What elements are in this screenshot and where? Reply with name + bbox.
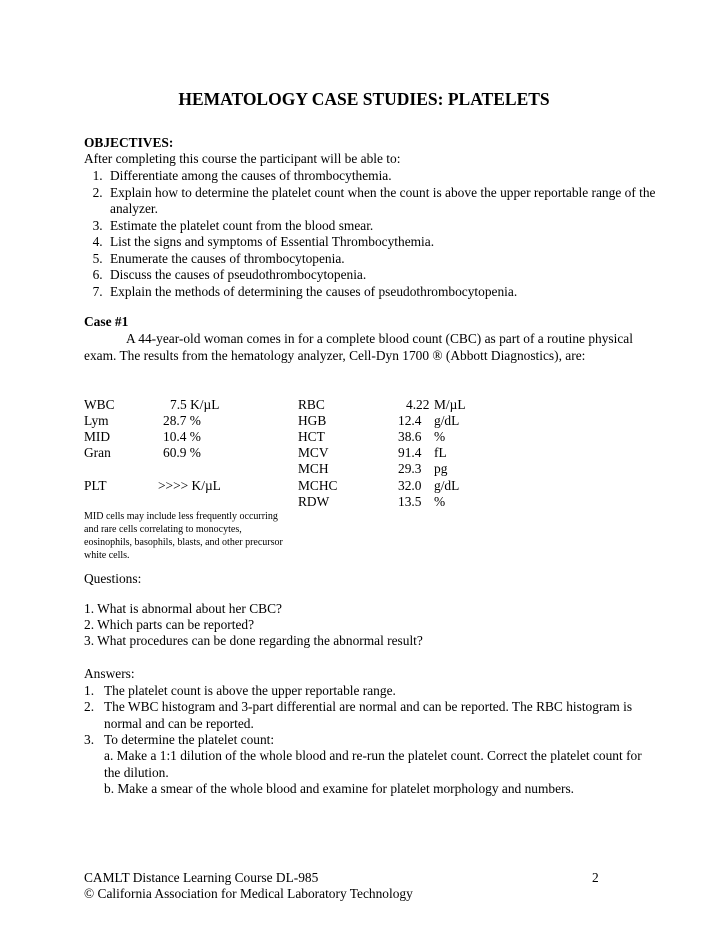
result-label: MCH — [298, 461, 329, 476]
result-value: 60.9 % — [163, 445, 201, 460]
result-unit: % — [434, 429, 446, 444]
answer-subitem: b. Make a smear of the whole blood and examine for platelet morphology and numbers. — [104, 781, 575, 796]
result-value: 12.4 — [398, 413, 422, 428]
answer-subitem: a. Make a 1:1 dilution of the whole blood and re-run the platelet count. Correct the platelet count for the dilution. — [104, 748, 642, 780]
result-value: 7.5 K/µL — [170, 397, 220, 412]
result-unit: pg — [434, 461, 448, 476]
result-label: WBC — [84, 397, 115, 412]
result-value: 38.6 — [398, 429, 422, 444]
result-unit: M/µL — [434, 397, 466, 412]
objectives-heading: OBJECTIVES: — [84, 135, 174, 150]
result-label: MCV — [298, 445, 329, 460]
footer-copyright: © California Association for Medical Laboratory Technology — [84, 886, 413, 901]
case-heading: Case #1 — [84, 314, 129, 329]
answer-text: To determine the platelet count: — [104, 732, 275, 747]
objective-item: 1. Differentiate among the causes of thrombocythemia. — [106, 168, 666, 185]
question-item: 3. What procedures can be done regarding the abnormal result? — [84, 633, 423, 648]
result-unit: g/dL — [434, 478, 460, 493]
footer-course: CAMLT Distance Learning Course DL-985 — [84, 870, 319, 885]
answer-number: 2. — [84, 699, 95, 714]
page-number: 2 — [592, 870, 599, 885]
result-value: 13.5 — [398, 494, 422, 509]
answer-number: 1. — [84, 683, 95, 698]
page-title: HEMATOLOGY CASE STUDIES: PLATELETS — [178, 89, 550, 109]
result-label: HCT — [298, 429, 325, 444]
objectives-list — [84, 168, 666, 300]
objective-item: 7. Explain the methods of determining the causes of pseudothrombocytopenia. — [106, 284, 666, 301]
result-label: Gran — [84, 445, 111, 460]
result-value: 4.22 — [406, 397, 430, 412]
result-value: 28.7 % — [163, 413, 201, 428]
result-label: PLT — [84, 478, 107, 493]
result-value: 29.3 — [398, 461, 422, 476]
question-item: 2. Which parts can be reported? — [84, 617, 255, 632]
result-unit: fL — [434, 445, 447, 460]
objective-item: 2. Explain how to determine the platelet count when the count is above the upper reportable range of the analyzer. — [106, 185, 666, 218]
objective-item: 5. Enumerate the causes of thrombocytopenia. — [106, 251, 666, 268]
questions-heading: Questions: — [84, 571, 142, 586]
mid-cells-note: MID cells may include less frequently occurring and rare cells correlating to monocytes, eosinophils, basophils, blasts, and other precursor white cells. — [84, 511, 283, 561]
answer-number: 3. — [84, 732, 95, 747]
case-paragraph: A 44-year-old woman comes in for a complete blood count (CBC) as part of a routine physical exam. The results from the hematology analyzer, Cell-Dyn 1700 ® (Abbott Diagnostics), are: — [84, 331, 633, 363]
result-label: MCHC — [298, 478, 338, 493]
result-unit: g/dL — [434, 413, 460, 428]
answers-heading: Answers: — [84, 666, 135, 681]
objective-item: 4. List the signs and symptoms of Essential Thrombocythemia. — [106, 234, 666, 251]
objective-item: 3. Estimate the platelet count from the blood smear. — [106, 218, 666, 235]
result-label: MID — [84, 429, 111, 444]
result-value: 91.4 — [398, 445, 422, 460]
objectives-intro: After completing this course the participant will be able to: — [84, 151, 401, 166]
result-label: RDW — [298, 494, 330, 509]
answer-text: The platelet count is above the upper reportable range. — [104, 683, 396, 698]
question-item: 1. What is abnormal about her CBC? — [84, 601, 282, 616]
answer-text: The WBC histogram and 3-part differential are normal and can be reported. The RBC histogram is normal and can be reported. — [104, 699, 633, 731]
result-label: Lym — [84, 413, 109, 428]
result-value: >>>> K/µL — [158, 478, 221, 493]
result-value: 10.4 % — [163, 429, 201, 444]
objective-item: 6. Discuss the causes of pseudothrombocytopenia. — [106, 267, 666, 284]
result-unit: % — [434, 494, 446, 509]
result-label: RBC — [298, 397, 325, 412]
result-value: 32.0 — [398, 478, 422, 493]
result-label: HGB — [298, 413, 327, 428]
